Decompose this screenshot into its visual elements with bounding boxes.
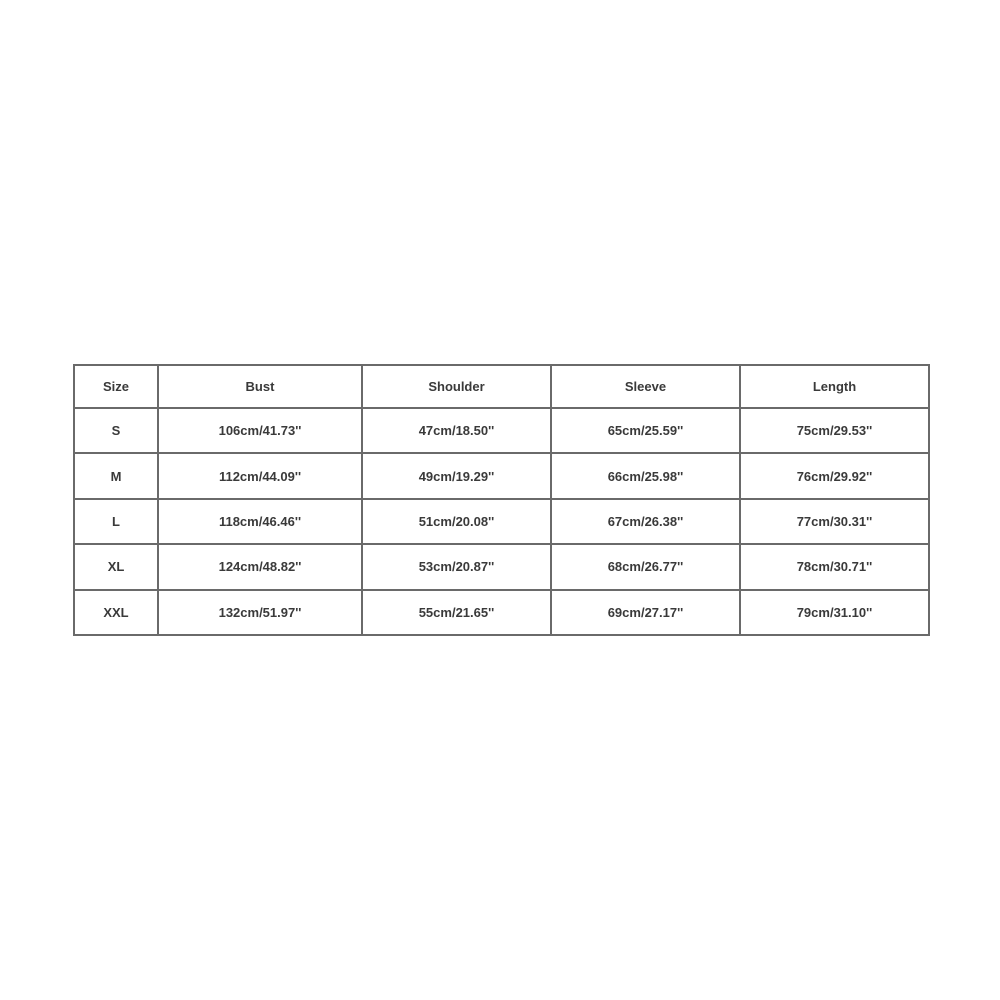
length-cell: 77cm/30.31'' (740, 499, 929, 544)
size-cell: XL (74, 544, 158, 589)
shoulder-cell: 53cm/20.87'' (362, 544, 551, 589)
header-length: Length (740, 365, 929, 408)
sleeve-cell: 65cm/25.59'' (551, 408, 740, 453)
length-cell: 76cm/29.92'' (740, 453, 929, 498)
table-row (74, 544, 929, 589)
bust-cell: 132cm/51.97'' (158, 590, 362, 635)
header-shoulder: Shoulder (362, 365, 551, 408)
sleeve-cell: 68cm/26.77'' (551, 544, 740, 589)
sleeve-cell: 66cm/25.98'' (551, 453, 740, 498)
header-row (74, 365, 929, 408)
bust-cell: 106cm/41.73'' (158, 408, 362, 453)
header-sleeve: Sleeve (551, 365, 740, 408)
shoulder-cell: 47cm/18.50'' (362, 408, 551, 453)
bust-cell: 112cm/44.09'' (158, 453, 362, 498)
shoulder-cell: 49cm/19.29'' (362, 453, 551, 498)
size-cell: XXL (74, 590, 158, 635)
table-row (74, 590, 929, 635)
table-row (74, 408, 929, 453)
length-cell: 79cm/31.10'' (740, 590, 929, 635)
header-size: Size (74, 365, 158, 408)
size-chart-header (74, 365, 929, 408)
shoulder-cell: 55cm/21.65'' (362, 590, 551, 635)
header-bust: Bust (158, 365, 362, 408)
length-cell: 75cm/29.53'' (740, 408, 929, 453)
length-cell: 78cm/30.71'' (740, 544, 929, 589)
size-chart-body (74, 408, 929, 635)
size-chart-table (73, 364, 930, 636)
bust-cell: 118cm/46.46'' (158, 499, 362, 544)
size-cell: L (74, 499, 158, 544)
sleeve-cell: 67cm/26.38'' (551, 499, 740, 544)
shoulder-cell: 51cm/20.08'' (362, 499, 551, 544)
size-cell: M (74, 453, 158, 498)
table-row (74, 499, 929, 544)
sleeve-cell: 69cm/27.17'' (551, 590, 740, 635)
bust-cell: 124cm/48.82'' (158, 544, 362, 589)
size-cell: S (74, 408, 158, 453)
table-row (74, 453, 929, 498)
